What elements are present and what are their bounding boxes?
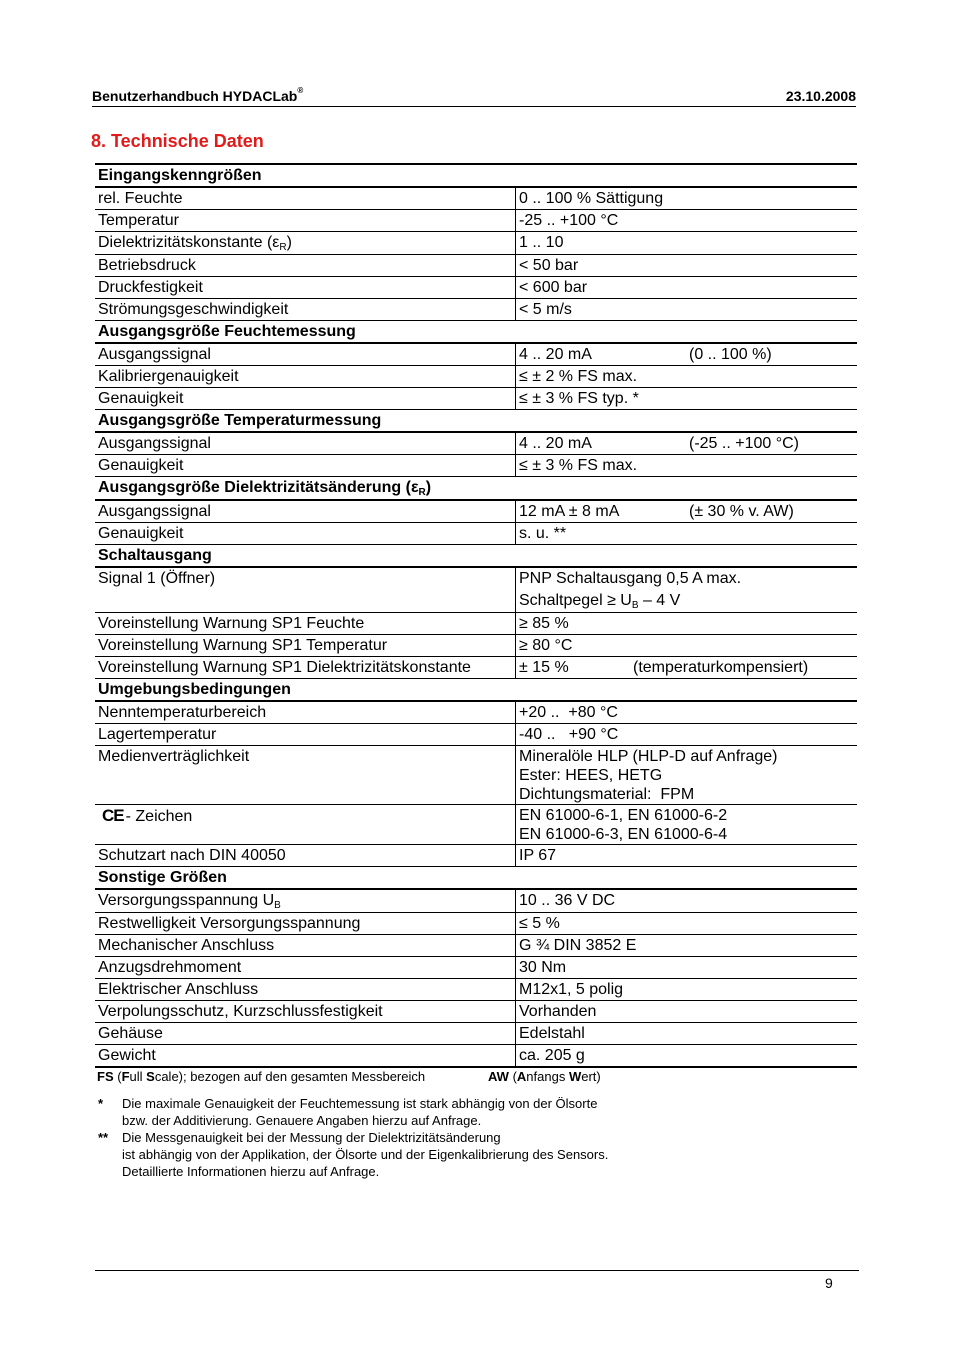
table-row: Verpolungsschutz, Kurzschlussfestigkeit Vorhanden — [95, 1001, 857, 1023]
table-row: Kalibriergenauigkeit ≤ ± 2 % FS max. — [95, 366, 857, 388]
header-title: Benutzerhandbuch HYDACLab® — [92, 86, 304, 104]
table-row: Voreinstellung Warnung SP1 Dielektrizitätskonstante ± 15 % (temperaturkompensiert) — [95, 657, 857, 679]
table-row: Dielektrizitätskonstante $(\varepsilon_R)$ 1 .. 10 — [95, 232, 857, 255]
group-heading-eingang: Eingangskenngrößen — [95, 164, 857, 187]
table-row: Restwelligkeit Versorgungsspannung ≤ 5 % — [95, 913, 857, 935]
table-row: Betriebsdruck < 50 bar — [95, 255, 857, 277]
group-heading-temperatur: Ausgangsgröße Temperaturmessung — [95, 410, 857, 433]
footer-divider — [95, 1270, 859, 1271]
table-row: Mechanischer Anschluss G ¾ DIN 3852 E — [95, 935, 857, 957]
table-row: Strömungsgeschwindigkeit < 5 m/s — [95, 299, 857, 321]
table-row: Schutzart nach DIN 40050 IP 67 — [95, 845, 857, 867]
table-row: Lagertemperatur -40 .. +90 °C — [95, 724, 857, 746]
table-row: Signal 1 (Öffner) PNP Schaltausgang 0,5 A max. Schaltpegel ≥ $U_B - 4$ V — [95, 567, 857, 613]
footnote: ** Die Messgenauigkeit bei der Messung der Dielektrizitätsänderung ist abhängig von der Applikation, der Ölsorte und der Eigenkalibrierung des Sensors. Detaillierte Informationen hierzu auf Anfrage. — [98, 1130, 609, 1179]
table-row: Anzugsdrehmoment 30 Nm — [95, 957, 857, 979]
group-heading-schaltausgang: Schaltausgang — [95, 545, 857, 568]
group-heading-feuchte: Ausgangsgröße Feuchtemessung — [95, 321, 857, 344]
table-row: rel. Feuchte 0 .. 100 % Sättigung — [95, 187, 857, 210]
table-row: Gewicht ca. 205 g — [95, 1045, 857, 1068]
table-row: Elektrischer Anschluss M12x1, 5 polig — [95, 979, 857, 1001]
group-heading-umgebung: Umgebungsbedingungen — [95, 679, 857, 702]
aw-note: AW (Anfangs Wert) — [488, 1069, 601, 1084]
table-row: Voreinstellung Warnung SP1 Temperatur ≥ 80 °C — [95, 635, 857, 657]
ce-logo: CE — [102, 806, 124, 825]
group-heading-sonstige: Sonstige Größen — [95, 867, 857, 890]
section-title: 8. Technische Daten — [91, 131, 264, 151]
table-row: Temperatur -25 .. +100 °C — [95, 210, 857, 232]
header-date: 23.10.2008 — [785, 88, 856, 104]
table-row: Ausgangssignal 4 .. 20 mA (0 .. 100 %) — [95, 343, 857, 366]
table-row: Voreinstellung Warnung SP1 Feuchte ≥ 85 % — [95, 613, 857, 635]
table-row: Versorgungsspannung $U_B$ 10 .. 36 V DC — [95, 889, 857, 913]
page-header — [92, 88, 856, 107]
footnotes — [98, 1095, 702, 1180]
table-row: Nenntemperaturbereich +20 .. +80 °C — [95, 701, 857, 724]
page-number: 9 — [825, 1275, 833, 1291]
fs-note: FS (Full Scale); bezogen auf den gesamten Messbereich — [97, 1069, 426, 1084]
table-row: Druckfestigkeit < 600 bar — [95, 277, 857, 299]
spec-table — [95, 163, 857, 1068]
table-row: Genauigkeit ≤ ± 3 % FS max. — [95, 455, 857, 477]
table-row: Gehäuse Edelstahl — [95, 1023, 857, 1045]
table-row: Ausgangssignal 4 .. 20 mA (-25 .. +100 °C) — [95, 432, 857, 455]
table-row: Genauigkeit s. u. ** — [95, 523, 857, 545]
registered-mark: ® — [297, 86, 304, 95]
footnote: * Die maximale Genauigkeit der Feuchtemessung ist stark abhängig von der Ölsorte bzw. der Additivierung. Genauere Angaben hierzu auf Anfrage. — [98, 1096, 598, 1128]
table-row: Medienverträglichkeit Mineralöle HLP (HLP-D auf Anfrage) Ester: HEES, HETG Dichtungsmaterial: FPM — [95, 746, 857, 805]
table-row: Genauigkeit ≤ ± 3 % FS typ. * — [95, 388, 857, 410]
table-row: CE - Zeichen EN 61000-6-1, EN 61000-6-2 EN 61000-6-3, EN 61000-6-4 — [95, 805, 857, 845]
group-heading-dielektrizitaet: Ausgangsgröße Dielektrizitätsänderung $(\varepsilon_R)$ — [95, 477, 857, 501]
table-row: Ausgangssignal 12 mA ± 8 mA (± 30 % v. AW) — [95, 500, 857, 523]
